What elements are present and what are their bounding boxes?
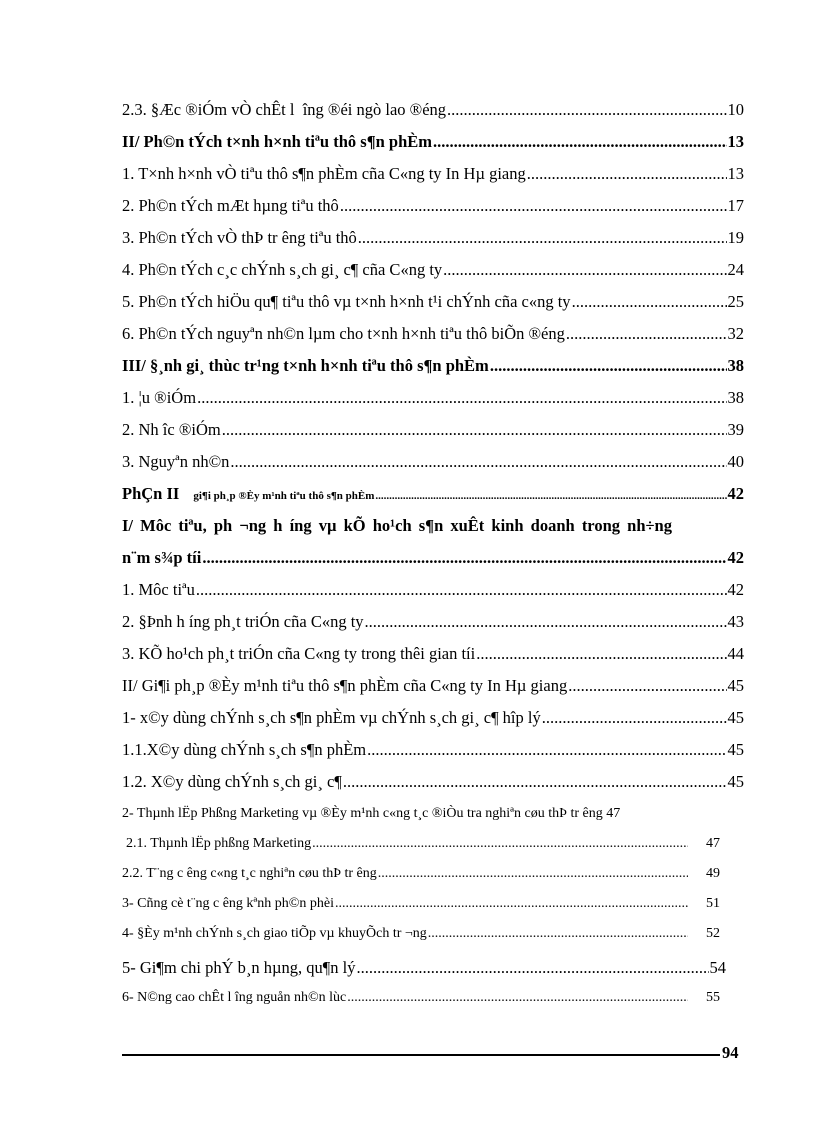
toc-entry-page: 13 — [727, 164, 744, 183]
toc-entry-title: 1.1.X©y dùng chÝnh s¸ch s¶n phÈm — [122, 740, 367, 759]
toc-entry-page: 51 — [706, 896, 720, 911]
toc-entry-title: III/ §¸nh gi¸ thùc tr¹ng t×nh h×nh tiªu thô s¶n phÈm — [122, 356, 489, 375]
toc-entry-title: 2.3. §Æc ®iÓm vÒ chÊt l îng ®éi ngò lao ®éng — [122, 100, 447, 119]
toc-entry-page: 42 — [727, 548, 744, 567]
toc-entry-page: 52 — [706, 926, 720, 941]
toc-entry — [122, 420, 744, 440]
toc-entry-title: PhÇn II — [122, 484, 180, 503]
toc-entry-title-cont: n¨m s¾p tíi — [122, 548, 202, 567]
toc-entry-subtitle: gi¶i ph¸p ®Èy m¹nh tiªu thô s¶n phÈm — [193, 490, 375, 502]
toc-entry-title: 2- Thµnh lËp Phßng Marketing vµ ®Èy m¹nh c«ng t¸c ®iÒu tra nghiªn cøu thÞ tr êng 47 — [122, 806, 621, 821]
toc-entry — [122, 958, 726, 978]
toc-entry — [122, 676, 744, 696]
toc-entry-page: 17 — [727, 196, 744, 215]
toc-entry-page: 24 — [727, 260, 744, 279]
toc-entry-title: 3. Ph©n tÝch vÒ thÞ tr êng tiªu thô — [122, 228, 357, 247]
toc-entry-title: 2.2. T¨ng c êng c«ng t¸c nghiªn cøu thÞ tr êng — [122, 866, 377, 881]
toc-entry-page: 54 — [709, 958, 726, 977]
toc-entry — [122, 836, 720, 852]
toc-entry — [122, 164, 744, 184]
toc-entry-title: 3. KÕ ho¹ch ph¸t triÓn cña C«ng ty trong thêi gian tíi — [122, 644, 476, 663]
toc-entry-page: 32 — [727, 324, 744, 343]
toc-entry-title: 1. Môc tiªu — [122, 580, 195, 599]
toc-entry-page: 49 — [706, 866, 720, 881]
toc-entry — [122, 324, 744, 344]
toc-entry-title: 6. Ph©n tÝch nguyªn nh©n lµm cho t×nh h×nh tiªu thô biÕn ®éng — [122, 324, 565, 343]
toc-entry — [122, 644, 744, 664]
toc-entry — [122, 612, 744, 632]
toc-entry-title: 3- Cñng cè t¨ng c êng kªnh ph©n phèi — [122, 896, 335, 911]
toc-entry-title: 5- Gi¶m chi phÝ b¸n hµng, qu¶n lý — [122, 958, 356, 977]
toc-entry-page: 10 — [727, 100, 744, 119]
toc-entry-title: 1- x©y dùng chÝnh s¸ch s¶n phÈm vµ chÝnh s¸ch gi¸ c¶ hîp lý — [122, 708, 541, 727]
toc-entry-page: 42 — [727, 580, 744, 599]
toc-entry — [122, 260, 744, 280]
toc-entry-page: 42 — [727, 484, 744, 503]
toc-entry-page: 40 — [727, 452, 744, 471]
toc-entry-page: 39 — [727, 420, 744, 439]
toc-entry — [122, 452, 744, 472]
toc-entry — [122, 228, 744, 248]
toc-entry — [122, 806, 744, 822]
toc-entry-title: II/ Gi¶i ph¸p ®Èy m¹nh tiªu thô s¶n phÈm cña C«ng ty In Hµ giang — [122, 676, 568, 695]
toc-entry-title: 1. T×nh h×nh vÒ tiªu thô s¶n phÈm cña C«ng ty In Hµ giang — [122, 164, 526, 183]
toc-entry-title: 3. Nguyªn nh©n — [122, 452, 230, 471]
toc-entry-page: 13 — [727, 132, 744, 151]
toc-entry-page: 19 — [727, 228, 744, 247]
toc-entry-title: 6- N©ng cao chÊt l îng nguån nh©n lùc — [122, 990, 347, 1005]
toc-entry-page: 43 — [727, 612, 744, 631]
toc-entry-page: 25 — [727, 292, 744, 311]
toc-entry — [122, 926, 720, 942]
toc-entry-title: I/ Môc tiªu, ph ¬ng h íng vµ kÕ ho¹ch s¶n xuÊt kinh doanh trong nh÷ng — [122, 516, 672, 535]
toc-entry — [122, 896, 720, 912]
toc-entry — [122, 132, 744, 152]
toc-entry — [122, 196, 744, 216]
page-number: 94 — [722, 1043, 739, 1062]
toc-entry — [122, 356, 744, 376]
toc-entry-title: 2.1. Thµnh lËp phßng Marketing — [126, 836, 312, 851]
toc-entry — [122, 100, 744, 120]
toc-entry-page: 45 — [727, 740, 744, 759]
toc-entry-page: 55 — [706, 990, 720, 1005]
toc-entry-continuation — [122, 548, 744, 568]
toc-entry — [122, 516, 744, 536]
toc-entry-title: 1. ¦u ®iÓm — [122, 388, 197, 407]
toc-entry-title: 2. Ph©n tÝch mÆt hµng tiªu thô — [122, 196, 339, 215]
toc-entry-page: 38 — [727, 388, 744, 407]
toc-entry-part-heading — [122, 484, 744, 504]
toc-entry-page: 47 — [706, 836, 720, 851]
toc-entry-title: 1.2. X©y dùng chÝnh s¸ch gi¸ c¶ — [122, 772, 342, 791]
toc-entry — [122, 580, 744, 600]
toc-entry — [122, 866, 720, 882]
toc-entry-page: 38 — [727, 356, 744, 375]
toc-entry — [122, 990, 720, 1006]
toc-entry — [122, 292, 744, 312]
toc-entry-title: 2. Nh îc ®iÓm — [122, 420, 221, 439]
toc-entry-page: 45 — [727, 708, 744, 727]
toc-entry — [122, 772, 744, 792]
toc-entry-title: 4. Ph©n tÝch c¸c chÝnh s¸ch gi¸ c¶ cña C«ng ty — [122, 260, 443, 279]
toc-entry-page: 45 — [727, 676, 744, 695]
toc-entry-title: 5. Ph©n tÝch hiÖu qu¶ tiªu thô vµ t×nh h×nh t¹i chÝnh cña c«ng ty — [122, 292, 571, 311]
toc-entry — [122, 388, 744, 408]
toc-entry-title: 4- §Èy m¹nh chÝnh s¸ch giao tiÕp vµ khuyÕch tr ¬ng — [122, 926, 427, 941]
footer-rule — [122, 1054, 720, 1056]
toc-entry — [122, 740, 744, 760]
toc-entry-page: 44 — [727, 644, 744, 663]
toc-entry-title: 2. §Þnh h íng ph¸t triÓn cña C«ng ty — [122, 612, 364, 631]
toc-entry — [122, 708, 744, 728]
toc-entry-page: 45 — [727, 772, 744, 791]
toc-entry-title: II/ Ph©n tÝch t×nh h×nh tiªu thô s¶n phÈm — [122, 132, 433, 151]
